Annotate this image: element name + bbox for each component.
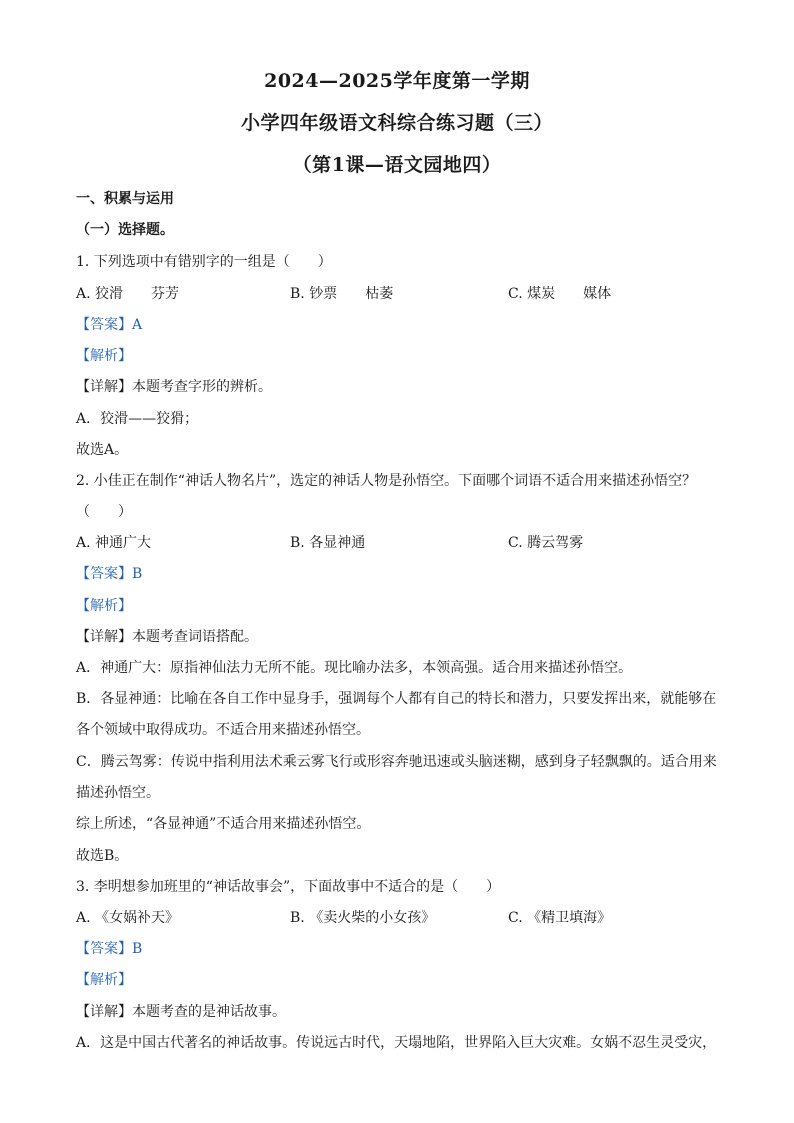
question-2-analysis-label: 【解析】 <box>76 598 132 614</box>
question-1-option-b: B. 钞票 枯萎 <box>290 286 394 302</box>
question-1-detail: 【详解】本题考查字形的辨析。 <box>76 379 272 395</box>
question-2-option-a: A. 神通广大 <box>76 535 152 551</box>
question-2-stem-bracket: （ ） <box>76 504 132 520</box>
question-2-option-c: C. 腾云驾雾 <box>508 535 584 551</box>
question-1-explain: A．狡滑——狡猾； <box>76 411 199 427</box>
question-2-summary: 综上所述，“各显神通”不适合用来描述孙悟空。 <box>76 816 371 832</box>
question-3-analysis-label: 【解析】 <box>76 972 132 988</box>
question-2-explain-b: B．各显神通：比喻在各自工作中显身手，强调每个人都有自己的特长和潜力，只要发挥出来，就能够在 <box>76 691 717 707</box>
question-1-option-a: A. 狡滑 芬芳 <box>76 286 180 302</box>
question-3-option-a: A. 《女娲补天》 <box>76 910 180 926</box>
question-2-explain-c: C．腾云驾雾：传说中指利用法术乘云雾飞行或形容奔驰迅速或头脑迷糊，感到身子轻飘飘的。适合用来 <box>76 754 717 770</box>
question-3-answer: 【答案】B <box>76 941 143 957</box>
question-2-conclusion: 故选B。 <box>76 848 129 864</box>
question-2-answer: 【答案】B <box>76 566 143 582</box>
question-3-detail: 【详解】本题考查的是神话故事。 <box>76 1004 286 1020</box>
question-1-conclusion: 故选A。 <box>76 442 129 458</box>
question-1-analysis-label: 【解析】 <box>76 348 132 364</box>
question-1-option-c: C. 煤炭 媒体 <box>508 286 612 302</box>
question-2-detail: 【详解】本题考查词语搭配。 <box>76 629 258 645</box>
question-3-stem: 3. 李明想参加班里的“神话故事会”，下面故事中不适合的是（ ） <box>76 879 501 895</box>
question-3-explain-a: A．这是中国古代著名的神话故事。传说远古时代，天塌地陷，世界陷入巨大灾难。女娲不忍生灵受灾， <box>76 1035 717 1051</box>
title-lesson-range: （第1课—语文园地四） <box>292 154 502 176</box>
question-2-explain-c-cont: 描述孙悟空。 <box>76 785 160 801</box>
sub-heading: （一）选择题。 <box>76 222 174 238</box>
question-2-explain-a: A．神通广大：原指神仙法力无所不能。现比喻办法多，本领高强。适合用来描述孙悟空。 <box>76 660 633 676</box>
question-2-option-b: B. 各显神通 <box>290 535 366 551</box>
question-3-option-b: B. 《卖火柴的小女孩》 <box>290 910 436 926</box>
question-2-explain-b-cont: 各个领域中取得成功。不适合用来描述孙悟空。 <box>76 722 370 738</box>
question-1-answer: 【答案】A <box>76 317 143 333</box>
question-3-option-c: C. 《精卫填海》 <box>508 910 612 926</box>
question-2-stem: 2. 小佳正在制作“神话人物名片”，选定的神话人物是孙悟空。下面哪个词语不适合用来描述孙悟空？ <box>76 473 697 489</box>
title-exam-name: 小学四年级语文科综合练习题（三） <box>240 112 553 134</box>
section-heading: 一、积累与运用 <box>76 191 174 207</box>
title-year-term: 2024—2025学年度第一学期 <box>264 70 530 92</box>
question-1-stem: 1. 下列选项中有错别字的一组是（ ） <box>76 254 332 270</box>
